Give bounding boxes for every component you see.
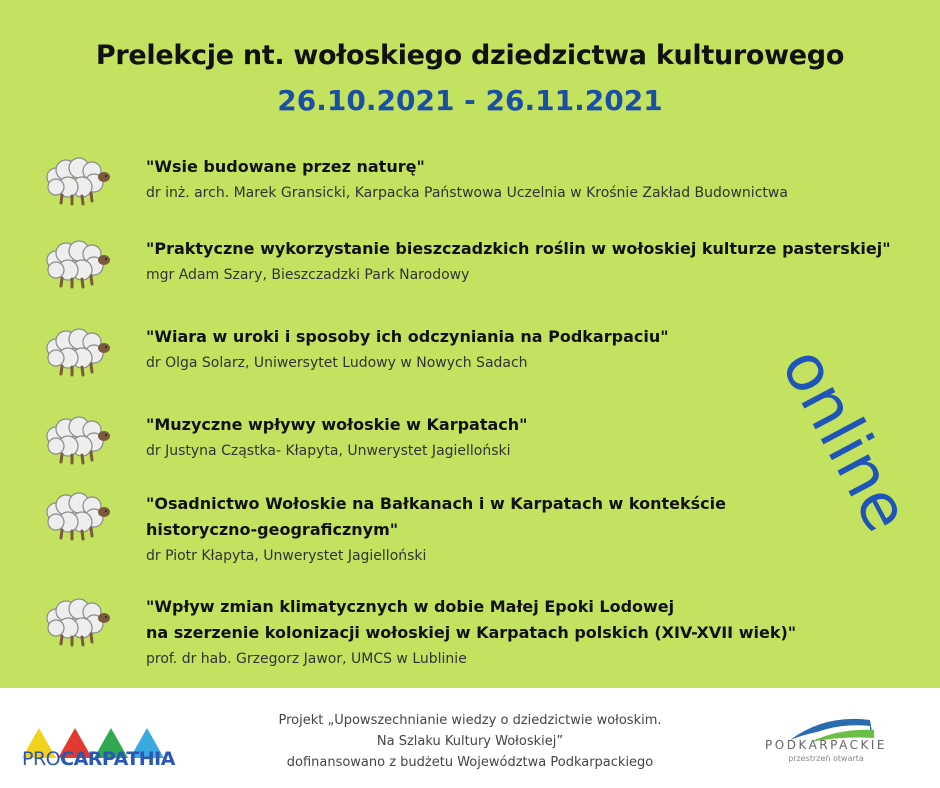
lecture-title [146, 154, 926, 180]
sheep-icon [42, 596, 114, 648]
lecture-title-line: "Wiara w uroki i sposoby ich odczyniania na Podkarpaciu" [146, 327, 669, 346]
lecture-item [146, 594, 926, 672]
sheep-icon [42, 414, 114, 466]
project-note-line: Projekt „Upowszechnianie wiedzy o dziedzictwie wołoskim. [278, 713, 662, 728]
lecture-author: mgr Adam Szary, Bieszczadzki Park Narodowy [146, 267, 470, 283]
project-note-line: dofinansowano z budżetu Województwa Podkarpackiego [286, 755, 654, 770]
podkarpackie-wordmark: PODKARPACKIE [765, 738, 887, 752]
lecture-author: dr Justyna Cząstka- Kłapyta, Unwerystet Jagielloński [146, 443, 511, 459]
procarpathia-wordmark-pre: PRO [22, 748, 61, 770]
lecture-item [146, 491, 926, 569]
sheep-icon [42, 155, 114, 207]
lecture-author: dr Olga Solarz, Uniwersytet Ludowy w Nowych Sadach [146, 355, 528, 371]
page-title: Prelekcje nt. wołoskiego dziedzictwa kulturowego [95, 40, 845, 71]
lecture-item [146, 236, 926, 288]
lecture-author: dr Piotr Kłapyta, Unwerystet Jagielloński [146, 548, 427, 564]
lecture-title [146, 491, 926, 543]
procarpathia-wordmark [22, 748, 175, 770]
lecture-title-line: "Muzyczne wpływy wołoskie w Karpatach" [146, 415, 528, 434]
lecture-title [146, 236, 926, 262]
lecture-title [146, 594, 926, 646]
lecture-title-line: "Wpływ zmian klimatycznych w dobie Małej Epoki Lodowej [146, 597, 675, 616]
lecture-title-line: historyczno-geograficznym" [146, 520, 399, 539]
procarpathia-wordmark-main: CARPATHIA [60, 748, 175, 770]
lecture-item [146, 154, 926, 206]
sheep-icon [42, 326, 114, 378]
podkarpackie-tagline: przestrzeń otwarta [788, 754, 864, 763]
lecture-author: dr inż. arch. Marek Gransicki, Karpacka Państwowa Uczelnia w Krośnie Zakład Budownictwa [146, 185, 788, 201]
online-label: online [766, 336, 924, 544]
project-note-line: Na Szlaku Kultury Wołoskiej” [376, 734, 564, 749]
sheep-icon [42, 238, 114, 290]
lecture-title-line: na szerzenie kolonizacji wołoskiej w Karpatach polskich (XIV-XVII wiek)" [146, 623, 797, 642]
sheep-icon [42, 490, 114, 542]
lecture-title-line: "Wsie budowane przez naturę" [146, 157, 425, 176]
project-note [240, 710, 700, 773]
lecture-title-line: "Praktyczne wykorzystanie bieszczadzkich roślin w wołoskiej kulturze pasterskiej" [146, 239, 891, 258]
lecture-title-line: "Osadnictwo Wołoskie na Bałkanach i w Karpatach w kontekście [146, 494, 726, 513]
lecture-author: prof. dr hab. Grzegorz Jawor, UMCS w Lublinie [146, 651, 467, 667]
date-range: 26.10.2021 - 26.11.2021 [277, 84, 663, 117]
